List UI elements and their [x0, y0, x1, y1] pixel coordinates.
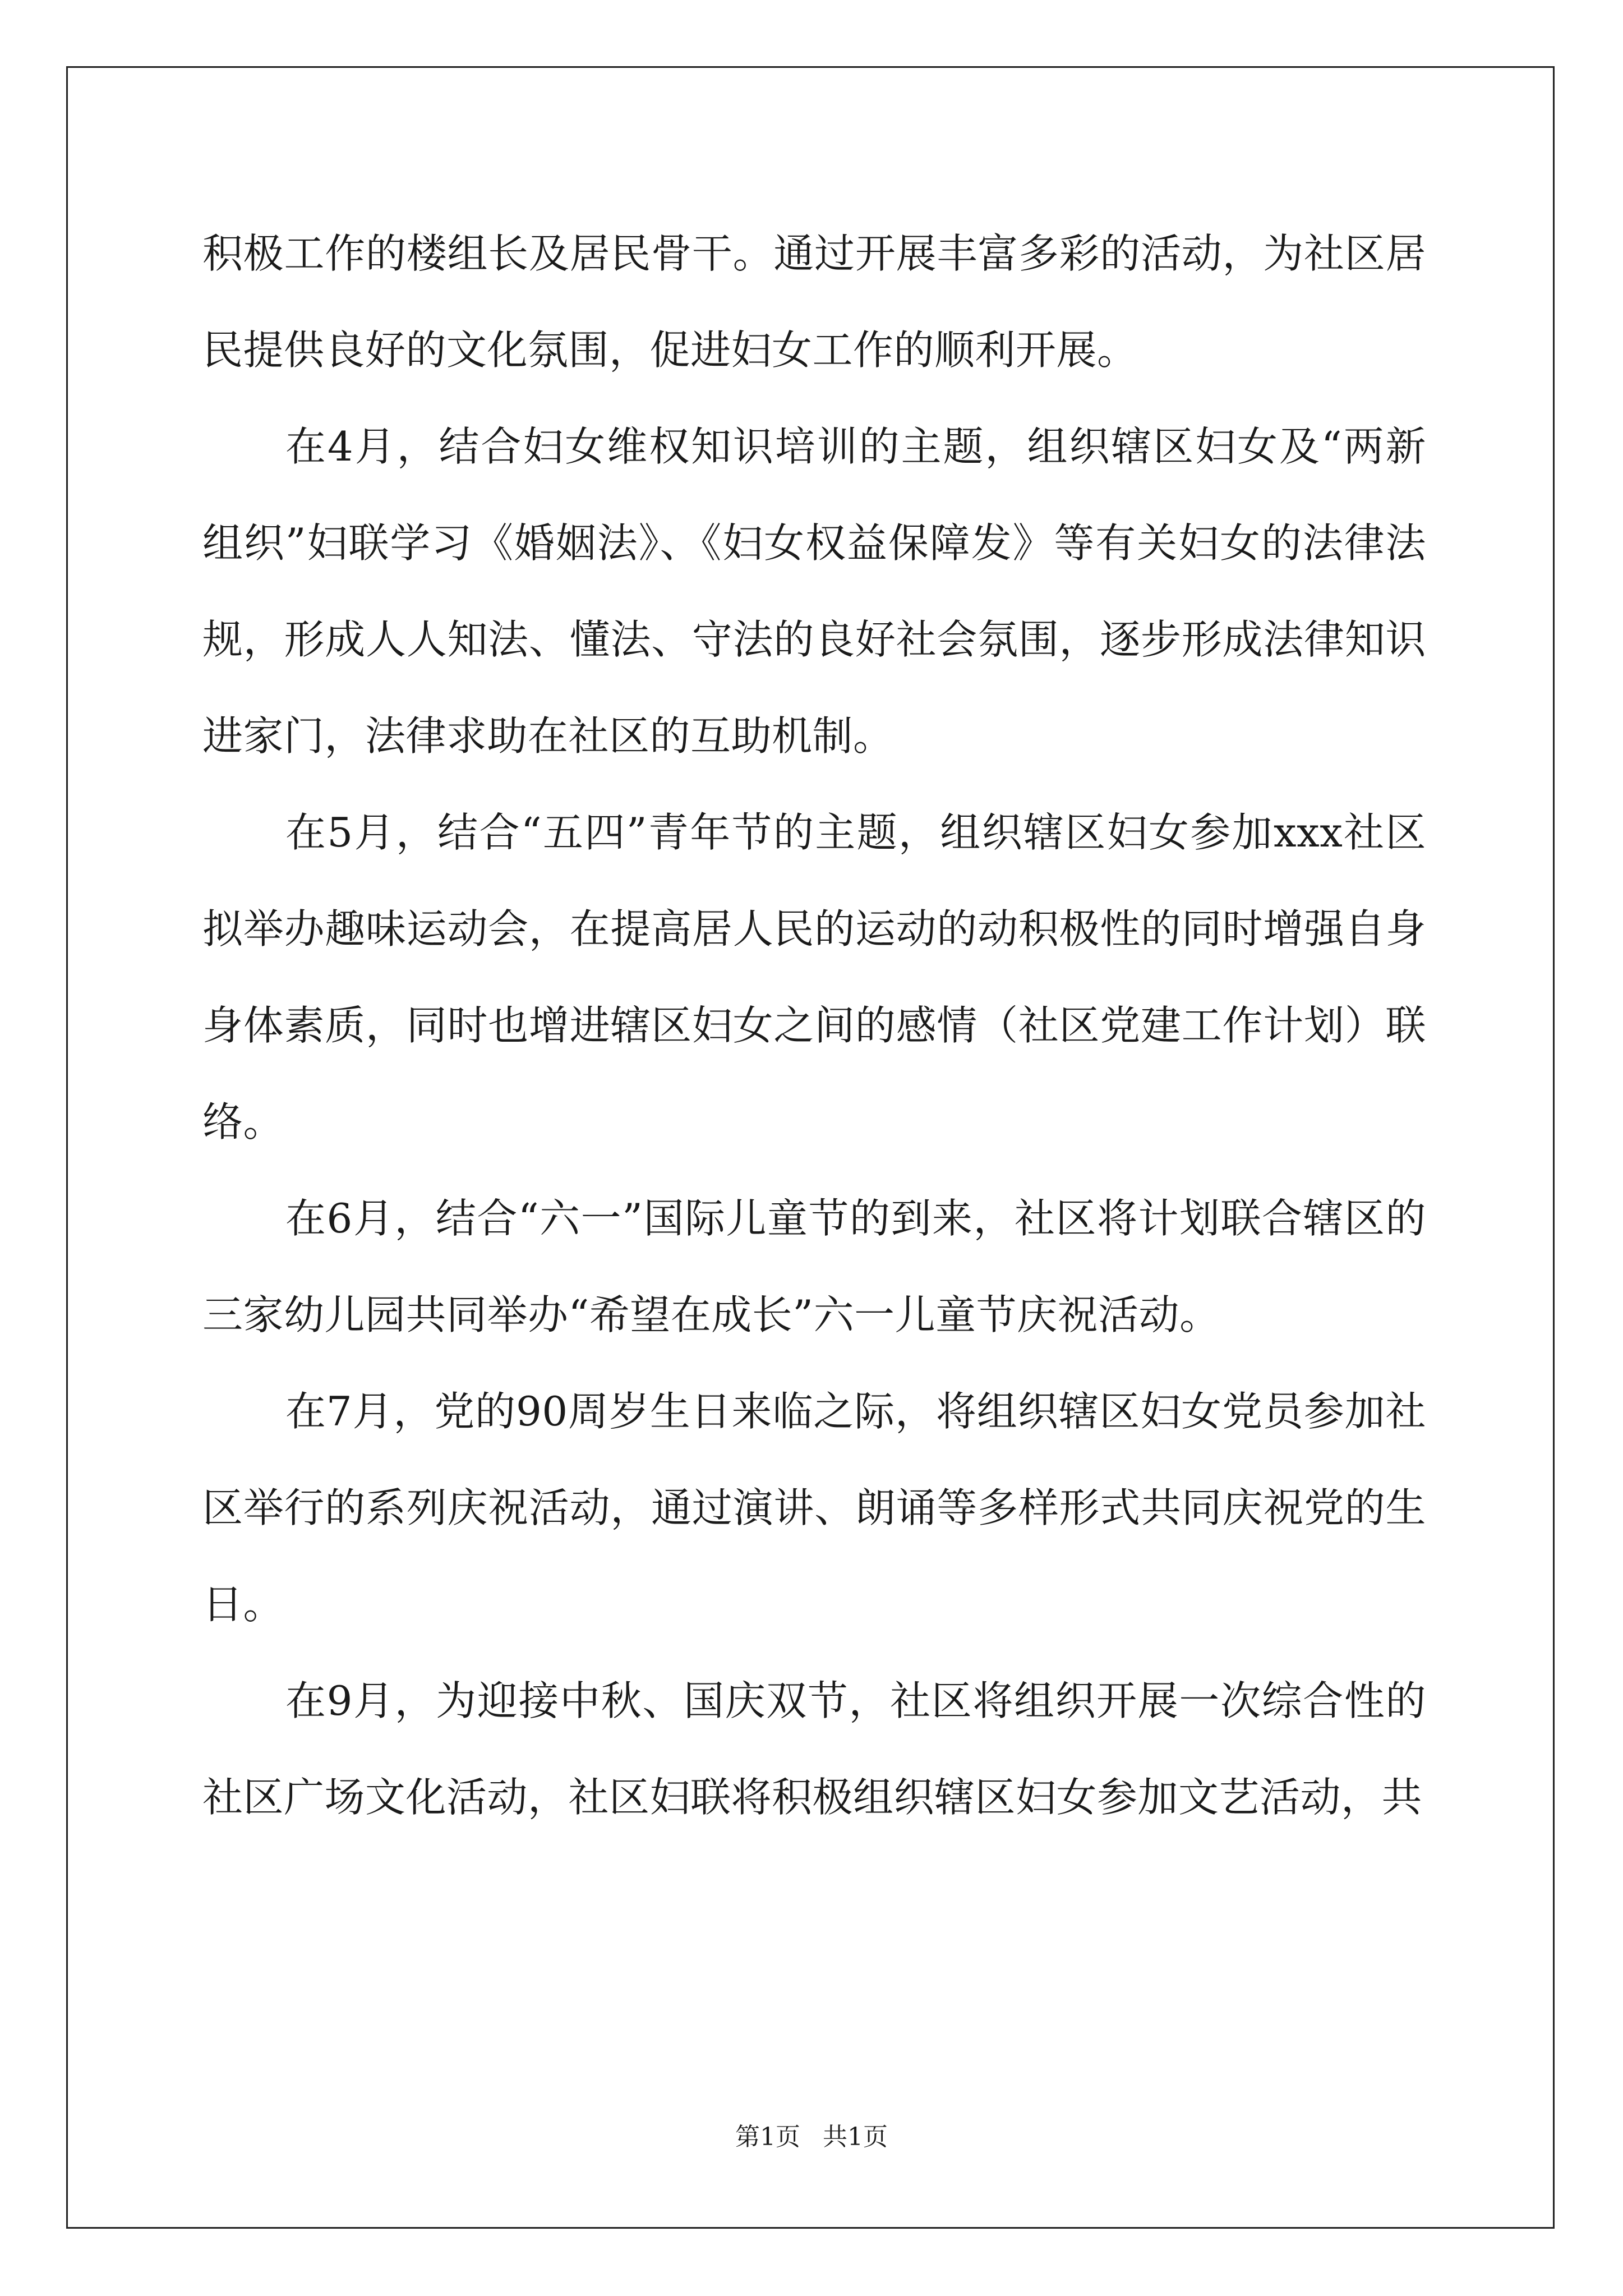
page-number-total: 共1页: [823, 2123, 888, 2151]
paragraph-april: 在4月，结合妇女维权知识培训的主题，组织辖区妇女及“两新组织”妇联学习《婚姻法》、《妇女权益保障发》等有关妇女的法律法规，形成人人知法、懂法、守法的良好社会氛围，逐步形成法律知识进家门，法律求助在社区的互助机制。: [202, 423, 1426, 760]
paragraph-june: 在6月，结合“六一”国际儿童节的到来，社区将计划联合辖区的三家幼儿园共同举办“希望在成长”六一儿童节庆祝活动。: [202, 1195, 1426, 1338]
page-number-current: 第1页: [735, 2123, 800, 2151]
paragraph-may: 在5月，结合“五四”青年节的主题，组织辖区妇女参加xxx社区拟举办趣味运动会，在提高居人民的运动的动积极性的同时增强自身身体素质，同时也增进辖区妇女之间的感情（社区党建工作计划）联络。: [202, 809, 1426, 1145]
paragraph-july: 在7月，党的90周岁生日来临之际，将组织辖区妇女党员参加社区举行的系列庆祝活动，通过演讲、朗诵等多样形式共同庆祝党的生日。: [202, 1388, 1426, 1628]
page-footer: [0, 2120, 1623, 2154]
paragraph-continuation: 积极工作的楼组长及居民骨干。通过开展丰富多彩的活动，为社区居民提供良好的文化氛围，促进妇女工作的顺利开展。: [202, 230, 1426, 374]
paragraph-september: 在9月，为迎接中秋、国庆双节，社区将组织开展一次综合性的社区广场文化活动，社区妇联将积极组织辖区妇女参加文艺活动，共: [202, 1677, 1426, 1821]
document-body: [202, 205, 1426, 1846]
